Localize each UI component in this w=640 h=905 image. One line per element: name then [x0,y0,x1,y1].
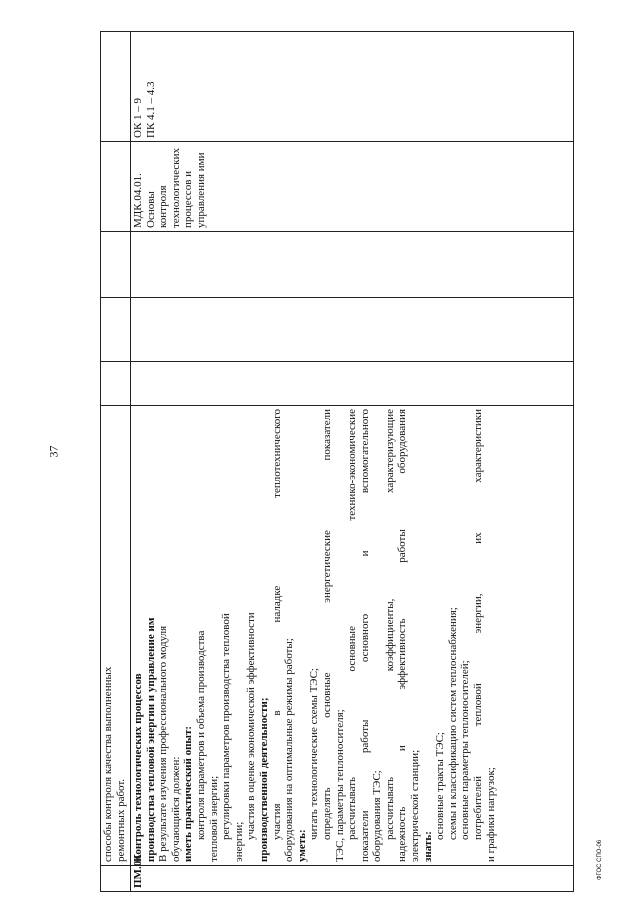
mdk-line: управления ими [194,152,207,228]
description-line: и графики нагрузок; [484,767,497,862]
description-line: оборудования на оптимальные режимы работы; [283,638,296,862]
description-line: контроля параметров и объема производства [194,630,207,840]
table-cell [101,142,131,232]
description-line: участия в оценке экономической эффективности [245,612,258,840]
description-line: регулировки параметров производства тепловой [220,613,233,840]
mdk-line: технологических [169,148,182,228]
table-cell [101,232,131,298]
description-line: схемы и классификацию систем теплоснабжения; [446,607,459,840]
description-line: потребителей тепловой энергии, их характеристики [472,409,485,840]
description-line: основные тракты ТЭС; [434,732,447,840]
table-cell [101,32,131,142]
description-line: электрической станции; [409,749,422,862]
table-cell [131,232,574,298]
description-line: основные параметры теплоносителей; [459,660,472,840]
table-cell [101,298,131,362]
table-row [101,32,131,892]
description-line: рассчитывать основные технико-экономические [346,409,359,840]
description-line: энергии; [232,821,245,862]
description-line: обучающийся должен: [169,756,182,862]
description-line: определять основные энергетические показатели [320,409,333,840]
competency-table [100,31,574,892]
competency-line: ОК 1 – 9 [132,97,144,138]
text-line: ремонтных работ. [114,778,127,862]
mdk-line: контроля [157,185,170,228]
table-row [131,32,574,892]
description-line: показатели работы основного и вспомогательного [358,409,371,862]
description-line: Контроль технологических процессов [132,673,144,862]
footer-code: ФГОС СПО-06 [597,839,603,880]
module-description [131,406,574,866]
description-line: читать технологические схемы ТЭС; [308,668,321,840]
mdk-cell [131,142,574,232]
description-line: оборудования ТЭС; [371,770,384,862]
module-code: ПМ.04 [131,866,574,892]
mdk-line: процессов и [182,170,195,228]
description-line: надежность и эффективность работы оборудования [396,409,409,862]
table-cell [131,298,574,362]
table-cell [131,362,574,406]
description-line: рассчитывать коэффициенты, характеризующие [383,409,396,840]
description-line: производства тепловой энергии и управление им [144,617,157,862]
competency-line: ПК 4.1 – 4.3 [144,81,157,138]
description-line: ТЭС, параметры теплоносителя; [333,709,346,862]
description-line: В результате изучения профессионального модуля [157,625,170,862]
description-line: тепловой энергии; [207,775,220,862]
competencies-cell [131,32,574,142]
mdk-line: МДК.04.01. Основы [132,173,157,228]
table-cell [101,362,131,406]
description-line: иметь практический опыт: [182,725,195,862]
description-line: уметь: [295,829,308,862]
rotated-page [100,32,574,892]
text-line: способы контроля качества выполненных [102,666,114,862]
page-number: 37 [46,445,61,458]
description-line: участия в наладке теплотехнического [270,409,283,840]
description-line: знать: [421,831,434,862]
table-cell [101,866,131,892]
table-cell [101,406,131,866]
description-line: производственной деятельности; [257,697,270,862]
